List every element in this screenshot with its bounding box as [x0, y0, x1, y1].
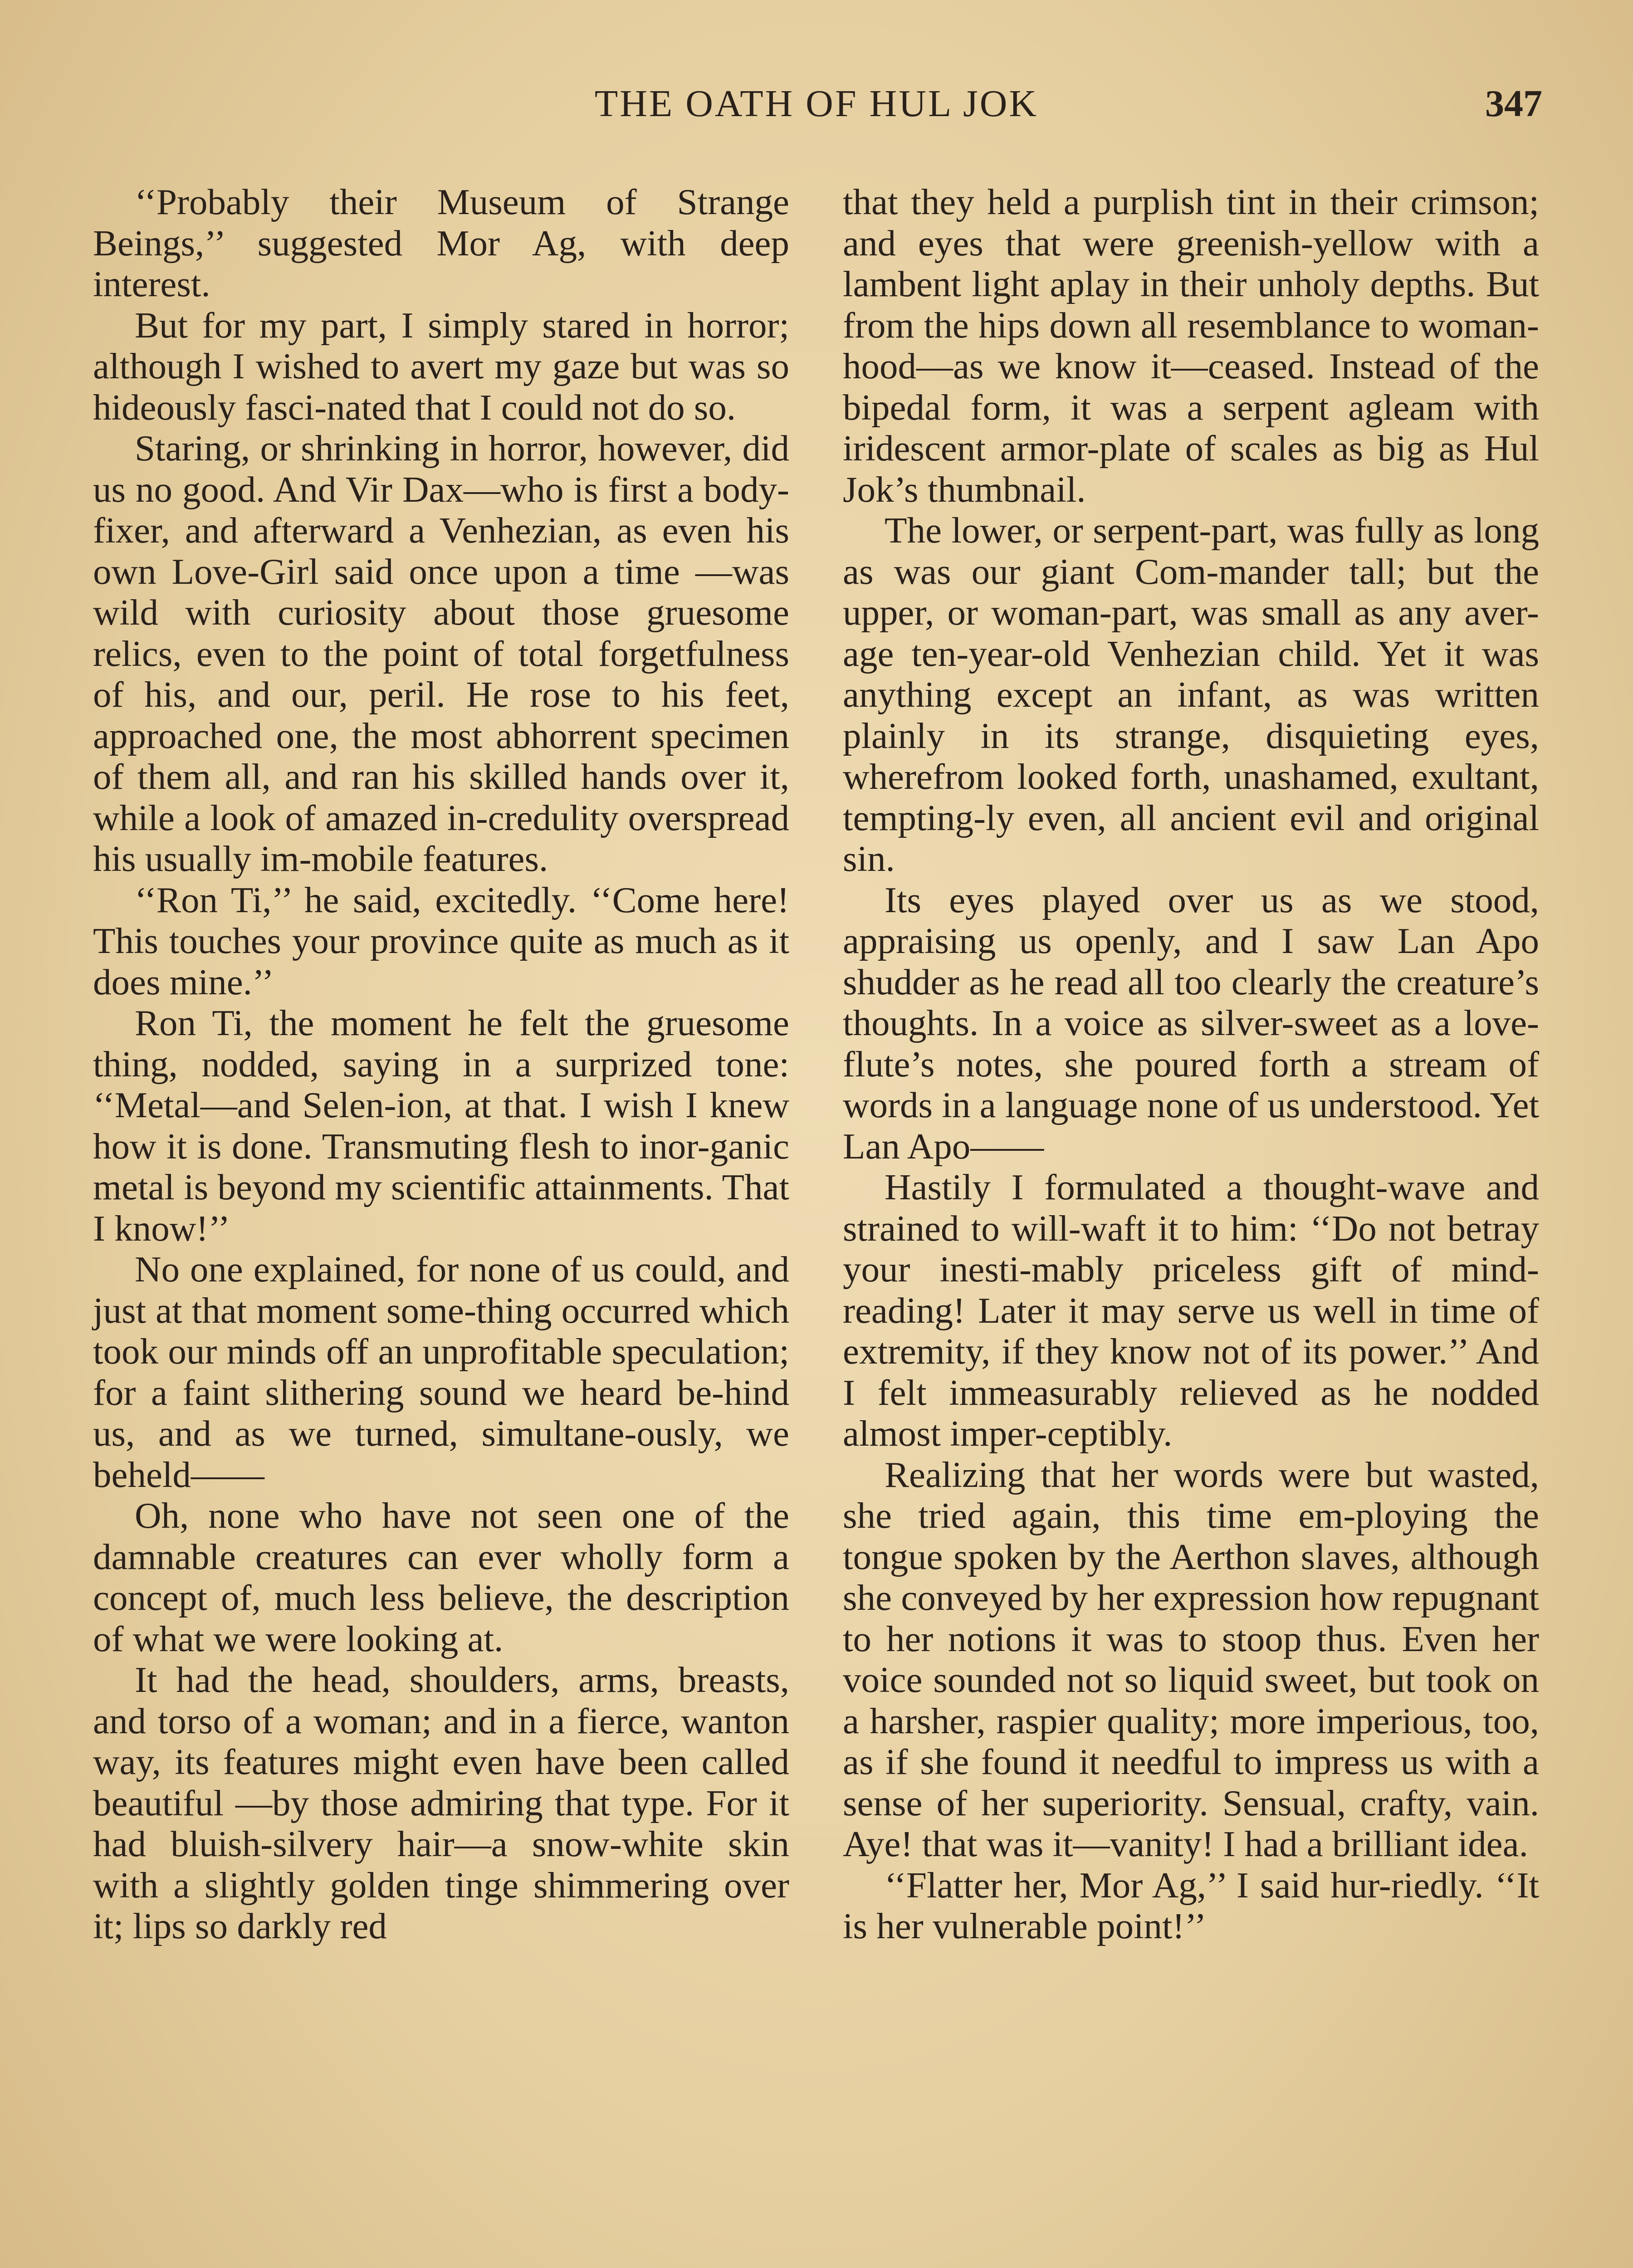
paragraph-continued: that they held a purplish tint in their crimson; and eyes that were greenish-yellow with a lambent light aplay in their unholy depths. But from the hips down all resemblance to woman-hood—as we know it—ceased. Instead of the bipedal form, it was a serpent agleam with iridescent armor-plate of scales as big as Hul Jok’s thumbnail. [843, 181, 1539, 510]
paragraph: ‘‘Probably their Museum of Strange Beings,’’ suggested Mor Ag, with deep interest. [93, 181, 789, 304]
paragraph: ‘‘Ron Ti,’’ he said, excitedly. ‘‘Come here! This touches your province quite as much as it does mine.’’ [93, 879, 789, 1002]
paragraph: But for my part, I simply stared in horror; although I wished to avert my gaze but was so hideously fasci-nated that I could not do so. [93, 304, 789, 428]
paragraph: Its eyes played over us as we stood, appraising us openly, and I saw Lan Apo shudder as he read all too clearly the creature’s thoughts. In a voice as silver-sweet as a love-flute’s notes, she poured forth a stream of words in a language none of us understood. Yet Lan Apo—— [843, 879, 1539, 1167]
left-column [93, 181, 789, 1947]
paragraph: Hastily I formulated a thought-wave and strained to will-waft it to him: ‘‘Do not betray your inesti-mably priceless gift of mind-reading! Later it may serve us well in time of extremity, if they know not of its power.’’ And I felt immeasurably relieved as he nodded almost imper-ceptibly. [843, 1167, 1539, 1454]
paragraph: Ron Ti, the moment he felt the gruesome thing, nodded, saying in a surprized tone: ‘‘Metal—and Selen-ion, at that. I wish I knew how it is done. Transmuting flesh to inor-ganic metal is beyond my scientific attainments. That I know!’’ [93, 1002, 789, 1249]
page-number: 347 [1485, 83, 1542, 125]
running-title: THE OATH OF HUL JOK [594, 83, 1039, 125]
paragraph: Oh, none who have not seen one of the damnable creatures can ever wholly form a concept of, much less believe, the description of what we were looking at. [93, 1495, 789, 1659]
paragraph: It had the head, shoulders, arms, breasts, and torso of a woman; and in a fierce, wanton way, its features might even have been called beautiful —by those admiring that type. For it had bluish-silvery hair—a snow-white skin with a slightly golden tinge shimmering over it; lips so darkly red [93, 1659, 789, 1946]
page-header [91, 82, 1542, 132]
paragraph: Staring, or shrinking in horror, however, did us no good. And Vir Dax—who is first a body-fixer, and afterward a Venhezian, as even his own Love-Girl said once upon a time —was wild with curiosity about those gruesome relics, even to the point of total forgetfulness of his, and our, peril. He rose to his feet, approached one, the most abhorrent specimen of them all, and ran his skilled hands over it, while a look of amazed in-credulity overspread his usually im-mobile features. [93, 428, 789, 879]
paragraph: ‘‘Flatter her, Mor Ag,’’ I said hur-riedly. ‘‘It is her vulnerable point!’’ [843, 1864, 1539, 1946]
paragraph: No one explained, for none of us could, and just at that moment some-thing occurred which took our minds off an unprofitable speculation; for a faint slithering sound we heard be-hind us, and as we turned, simultane-ously, we beheld—— [93, 1249, 789, 1495]
right-column [843, 181, 1539, 1947]
paragraph: The lower, or serpent-part, was fully as long as was our giant Com-mander tall; but the upper, or woman-part, was small as any aver-age ten-year-old Venhezian child. Yet it was anything except an infant, as was written plainly in its strange, disquieting eyes, wherefrom looked forth, unashamed, exultant, tempting-ly even, all ancient evil and original sin. [843, 510, 1539, 879]
paragraph: Realizing that her words were but wasted, she tried again, this time em-ploying the tongue spoken by the Aerthon slaves, although she conveyed by her expression how repugnant to her notions it was to stoop thus. Even her voice sounded not so liquid sweet, but took on a harsher, raspier quality; more imperious, too, as if she found it needful to impress us with a sense of her superiority. Sensual, crafty, vain. Aye! that was it—vanity! I had a brilliant idea. [843, 1454, 1539, 1864]
